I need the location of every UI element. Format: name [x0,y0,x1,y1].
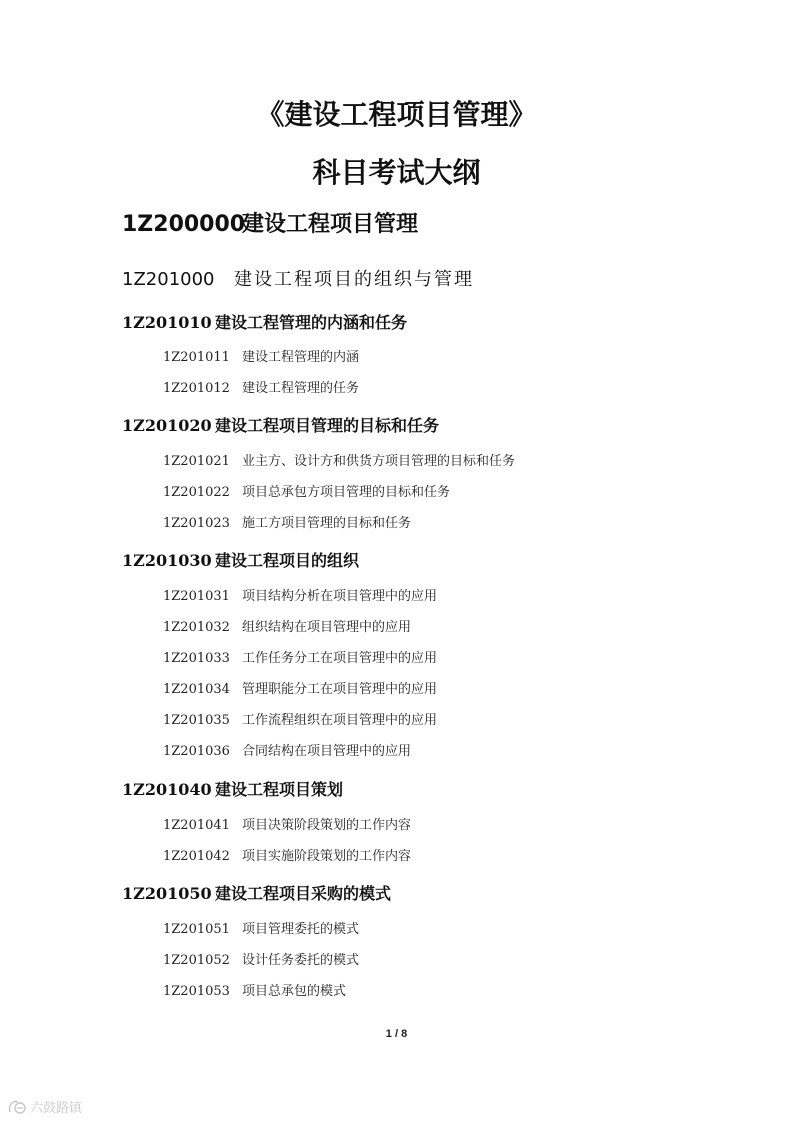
outline-item [163,680,437,700]
chapter-title: 建设工程项目管理 [242,212,419,237]
outline-item [163,618,411,638]
watermark-text: 六鼓路镇 [30,1101,83,1116]
outline-item [163,483,450,503]
item-text: 项目决策阶段策划的工作内容 [242,818,412,833]
outline-item [163,742,411,762]
part-code: 1Z201000 [122,269,215,290]
section-title: 建设工程项目管理的目标和任务 [215,416,440,435]
item-code: 1Z201022 [163,485,230,500]
part-title: 建设工程项目的组织与管理 [234,269,474,290]
item-code: 1Z201033 [163,651,230,666]
page-number: 1 / 8 [385,1028,408,1040]
outline-item [163,587,437,607]
section-heading [122,414,439,438]
chapter-code: 1Z200000 [122,212,246,237]
document-subtitle: 科目考试大纲 [312,156,481,189]
item-code: 1Z201023 [163,516,230,531]
item-code: 1Z201053 [163,984,230,999]
section-heading [122,311,407,335]
item-text: 项目实施阶段策划的工作内容 [242,849,412,864]
item-text: 项目结构分析在项目管理中的应用 [242,589,438,604]
item-text: 业主方、设计方和供货方项目管理的目标和任务 [242,454,516,469]
item-text: 项目管理委托的模式 [242,922,360,937]
item-text: 工作任务分工在项目管理中的应用 [242,651,438,666]
item-code: 1Z201034 [163,682,230,697]
outline-item [163,649,437,669]
item-text: 管理职能分工在项目管理中的应用 [242,682,438,697]
item-code: 1Z201011 [163,350,230,365]
item-text: 施工方项目管理的目标和任务 [242,516,412,531]
section-title: 建设工程项目采购的模式 [215,884,392,903]
item-code: 1Z201041 [163,818,230,833]
item-code: 1Z201051 [163,922,230,937]
outline-item [163,514,411,534]
section-title: 建设工程管理的内涵和任务 [215,313,408,332]
outline-item [163,379,359,399]
item-text: 设计任务委托的模式 [242,953,360,968]
item-code: 1Z201052 [163,953,230,968]
section-code: 1Z201040 [122,780,212,799]
outline-item [163,348,359,368]
item-text: 项目总承包方项目管理的目标和任务 [242,485,451,500]
item-code: 1Z201032 [163,620,230,635]
item-text: 建设工程管理的任务 [242,381,360,396]
section-code: 1Z201030 [122,551,212,570]
part-heading [122,266,474,294]
item-text: 建设工程管理的内涵 [242,350,360,365]
outline-item [163,951,359,971]
section-code: 1Z201020 [122,416,212,435]
item-text: 工作流程组织在项目管理中的应用 [242,713,438,728]
item-code: 1Z201035 [163,713,230,728]
outline-item [163,816,411,836]
watermark-logo [6,1096,110,1118]
outline-item [163,982,346,1002]
section-heading [122,549,359,573]
outline-item [163,920,359,940]
item-text: 组织结构在项目管理中的应用 [242,620,412,635]
chapter-heading [122,210,418,240]
section-title: 建设工程项目的组织 [215,551,360,570]
document-title: 《建设工程项目管理》 [256,98,537,131]
outline-item [163,847,411,867]
section-code: 1Z201010 [122,313,212,332]
item-code: 1Z201021 [163,454,230,469]
item-code: 1Z201012 [163,381,230,396]
outline-item [163,711,437,731]
section-heading [122,778,343,802]
section-title: 建设工程项目策划 [215,780,344,799]
item-code: 1Z201031 [163,589,230,604]
outline-item [163,452,515,472]
item-code: 1Z201036 [163,744,230,759]
item-code: 1Z201042 [163,849,230,864]
item-text: 合同结构在项目管理中的应用 [242,744,412,759]
item-text: 项目总承包的模式 [242,984,347,999]
section-code: 1Z201050 [122,884,212,903]
section-heading [122,882,391,906]
